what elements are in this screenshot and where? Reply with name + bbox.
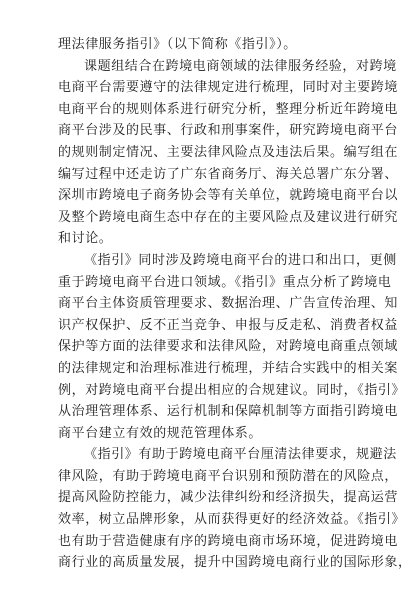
paragraph-4 xyxy=(58,444,412,574)
text-line: 及整个跨境电商生态中存在的主要风险点及建议进行研究 xyxy=(58,209,399,225)
paragraph-1 xyxy=(58,34,364,56)
text-line: 和讨论。 xyxy=(58,231,113,247)
text-line: 理法律服务指引》（以下简称《指引》）。 xyxy=(58,37,297,52)
text-line: 课题组结合在跨境电商领域的法律服务经验，对跨境 xyxy=(84,58,397,74)
text-line: 保护等方面的法律要求和法律风险，对跨境电商重点领域 xyxy=(58,339,399,355)
text-line: 商行业的高质量发展，提升中国跨境电商行业的国际形象， xyxy=(58,555,412,571)
text-line: 从治理管理体系、运行机制和保障机制等方面指引跨境电 xyxy=(58,404,399,420)
text-line: 识产权保护、反不正当竞争、申报与反走私、消费者权益 xyxy=(58,317,399,333)
text-line: 电商平台的规则体系进行研究分析，整理分析近年跨境电 xyxy=(58,101,399,117)
text-line: 商平台涉及的民事、行政和刑事案件，研究跨境电商平台 xyxy=(58,123,399,139)
text-line: 《指引》有助于跨境电商平台厘清法律要求，规避法 xyxy=(84,447,397,463)
text-line: 律风险，有助于跨境电商平台识别和预防潜在的风险点， xyxy=(58,468,399,484)
text-line: 商平台建立有效的规范管理体系。 xyxy=(58,425,263,441)
text-line: 效率，树立品牌形象，从而获得更好的经济效益。《指引》 xyxy=(58,512,406,528)
paragraph-3 xyxy=(58,250,406,444)
text-line: 编写过程中还走访了广东省商务厅、海关总署广东分署、 xyxy=(58,166,399,182)
text-line: 例，对跨境电商平台提出相应的合规建议。同时，《指引》 xyxy=(58,382,406,398)
document-page xyxy=(58,34,412,574)
text-line: 的法律规定和治理标准进行梳理，并结合实践中的相关案 xyxy=(58,360,399,376)
text-line: 深圳市跨境电子商务协会等有关单位，就跨境电商平台以 xyxy=(58,188,399,204)
text-line: 重于跨境电商平台进口领域。《指引》重点分析了跨境电 xyxy=(58,274,392,290)
text-line: 提高风险防控能力，减少法律纠纷和经济损失，提高运营 xyxy=(58,490,399,506)
text-line: 商平台主体资质管理要求、数据治理、广告宣传治理、知 xyxy=(58,296,399,312)
text-line: 也有助于营造健康有序的跨境电商市场环境，促进跨境电 xyxy=(58,533,399,549)
text-line: 的规则制定情况、主要法律风险点及违法后果。编写组在 xyxy=(58,144,399,160)
paragraph-2 xyxy=(58,56,399,250)
text-line: 电商平台需要遵守的法律规定进行梳理，同时对主要跨境 xyxy=(58,80,399,96)
text-line: 《指引》同时涉及跨境电商平台的进口和出口，更侧 xyxy=(84,252,397,268)
